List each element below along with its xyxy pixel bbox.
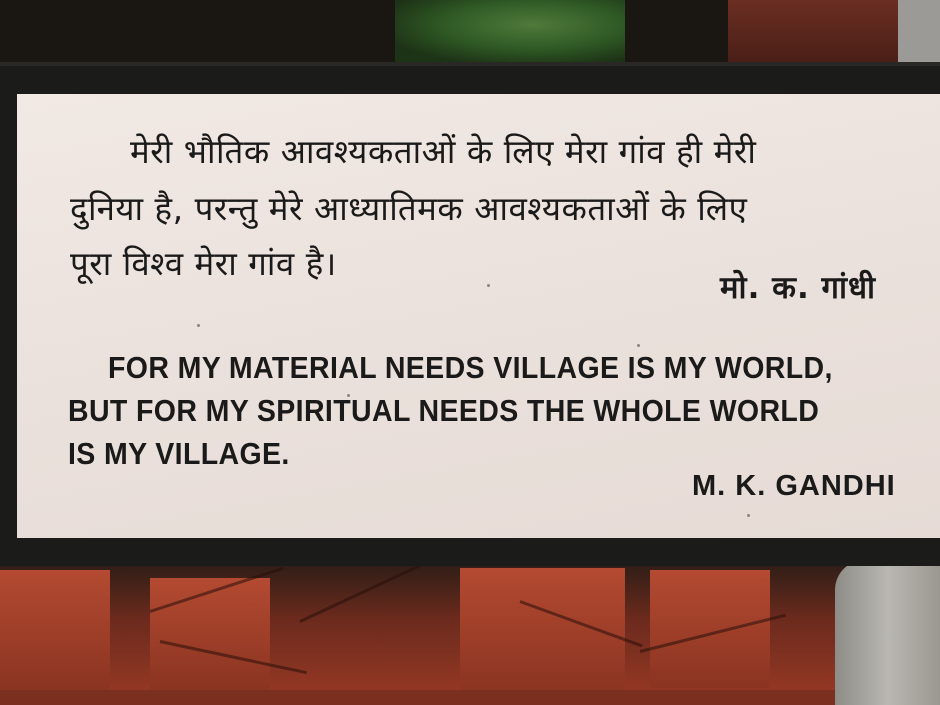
stone-wall — [898, 0, 940, 62]
tree-trunk — [835, 560, 940, 705]
speck — [747, 514, 750, 517]
brick-wall — [728, 0, 900, 62]
english-quote-line-1: FOR MY MATERIAL NEEDS VILLAGE IS MY WORLD, — [108, 350, 833, 385]
planter — [0, 570, 110, 690]
ground — [0, 690, 940, 705]
hindi-quote-line-2: दुनिया है, परन्तु मेरे आध्यातिमक आवश्यकताओं के लिए — [70, 189, 748, 228]
hindi-quote-line-1: मेरी भौतिक आवश्यकताओं के लिए मेरा गांव ही मेरी — [130, 132, 757, 171]
planter — [650, 570, 770, 688]
speck — [637, 344, 640, 347]
hindi-signature: मो. क. गांधी — [720, 270, 877, 306]
english-quote-line-2: BUT FOR MY SPIRITUAL NEEDS THE WHOLE WORLD — [68, 393, 820, 428]
foliage — [395, 0, 625, 62]
hindi-quote-line-3: पूरा विश्व मेरा गांव है। — [70, 244, 337, 283]
speck — [487, 284, 490, 287]
english-signature: M. K. GANDHI — [692, 470, 896, 502]
english-quote-line-3: IS MY VILLAGE. — [68, 436, 290, 471]
speck — [197, 324, 200, 327]
planter — [150, 578, 270, 690]
